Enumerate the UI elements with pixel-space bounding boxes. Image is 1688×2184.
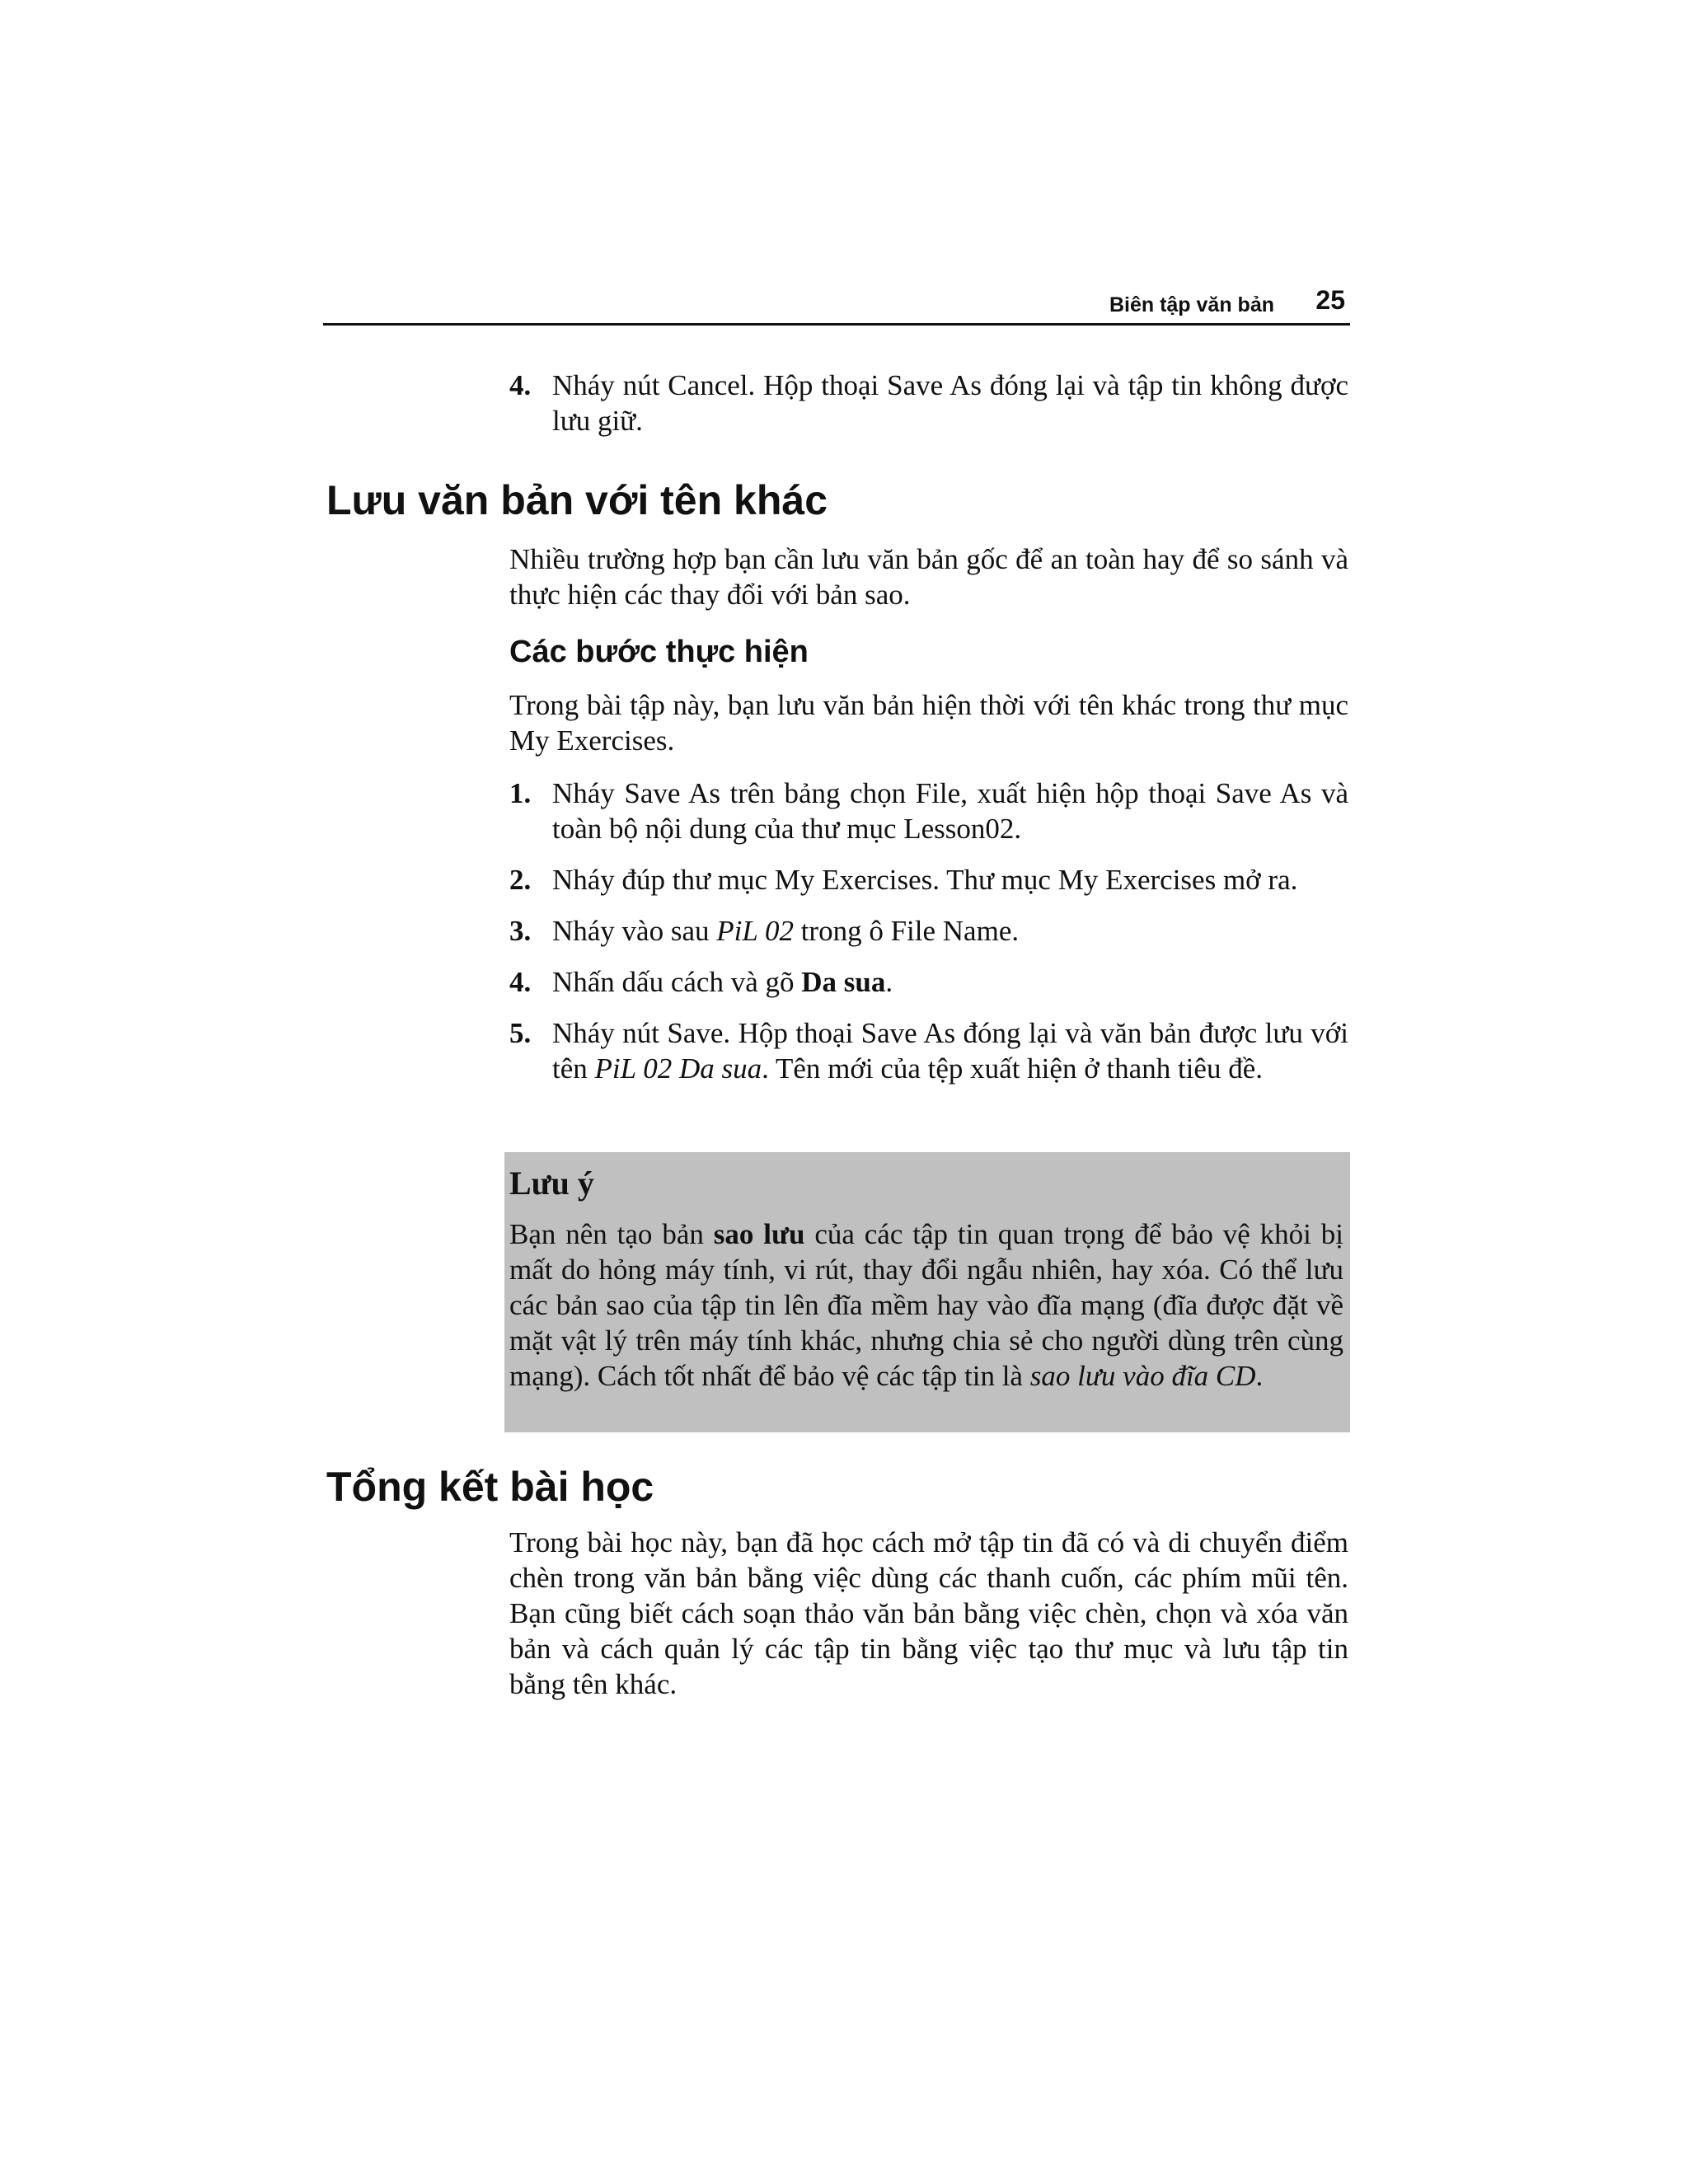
note-text	[509, 1216, 1343, 1394]
file-name-italic: PiL 02 Da sua	[594, 1052, 762, 1085]
top-step	[509, 368, 1348, 438]
step-text-pre: Nháy vào sau	[552, 915, 717, 947]
file-name-italic: PiL 02	[716, 915, 794, 947]
page-header	[323, 285, 1350, 326]
step-text-pre: Nháy nút Save. Hộp thoại Save As đóng lại và văn bản được lưu với tên	[552, 1017, 1348, 1085]
header-chapter-title: Biên tập văn bản	[1109, 293, 1274, 316]
note-text-pre: Bạn nên tạo bản	[509, 1218, 714, 1250]
step-text: Nháy đúp thư mục My Exercises. Thư mục My Exercises mở ra.	[552, 864, 1298, 896]
note-title: Lưu ý	[509, 1165, 594, 1202]
section-title-summary: Tổng kết bài học	[326, 1464, 654, 1510]
step-text-post: . Tên mới của tệp xuất hiện ở thanh tiêu đề.	[762, 1052, 1263, 1085]
step-text-pre: Nhấn dấu cách và gõ	[552, 966, 802, 998]
typed-text-bold: Da sua	[801, 966, 886, 998]
section-intro: Nhiều trường hợp bạn cần lưu văn bản gốc để an toàn hay để so sánh và thực hiện các thay đổi với bản sao.	[509, 543, 1348, 611]
step-number: 4.	[509, 966, 532, 998]
page-number: 25	[1315, 285, 1345, 315]
step-number: 4.	[509, 369, 532, 401]
step-number: 3.	[509, 915, 532, 947]
step-number: 2.	[509, 864, 532, 896]
step-number: 5.	[509, 1017, 532, 1049]
note-italic-term: sao lưu vào đĩa CD	[1029, 1360, 1256, 1392]
section-title-save-as: Lưu văn bản với tên khác	[326, 477, 828, 523]
summary-text: Trong bài học này, bạn đã học cách mở tập tin đã có và di chuyển điểm chèn trong văn bản bằng việc dùng các thanh cuốn, các phím mũi tên. Bạn cũng biết cách soạn thảo văn bản bằng việc chèn, chọn và xóa văn bản và cách quản lý các tập tin bằng việc tạo thư mục và lưu tập tin bằng tên khác.	[509, 1526, 1348, 1700]
list-item	[509, 913, 1348, 949]
step-text: Nháy nút Cancel. Hộp thoại Save As đóng lại và tập tin không được lưu giữ.	[552, 369, 1348, 437]
steps-intro: Trong bài tập này, bạn lưu văn bản hiện thời với tên khác trong thư mục My Exercises.	[509, 689, 1348, 757]
note-bold-term: sao lưu	[713, 1218, 805, 1250]
step-text-post: trong ô File Name.	[793, 915, 1020, 947]
step-text-post: .	[885, 966, 893, 998]
step-text	[552, 913, 1348, 949]
step-text	[552, 1015, 1348, 1086]
note-text-post: .	[1255, 1360, 1264, 1392]
steps-subtitle: Các bước thực hiện	[509, 635, 809, 669]
step-text: Nháy Save As trên bảng chọn File, xuất hiện hộp thoại Save As và toàn bộ nội dung của thư mục Lesson02.	[552, 777, 1348, 845]
list-item	[509, 776, 1348, 846]
note-text-mid: của các tập tin quan trọng để bảo vệ khỏi bị mất do hỏng máy tính, vi rút, thay đổi ngẫu nhiên, hay xóa. Có thể lưu các bản sao của tập tin lên đĩa mềm hay vào đĩa mạng (đĩa được đặt về mặt vật lý trên máy tính khác, nhưng chia sẻ cho người dùng trên cùng mạng). Cách tốt nhất để bảo vệ các tập tin là	[509, 1218, 1343, 1392]
list-item	[509, 862, 1348, 898]
list-item	[509, 1015, 1348, 1086]
step-number: 1.	[509, 777, 532, 809]
note-box	[504, 1152, 1350, 1432]
step-text	[552, 964, 1348, 1000]
list-item	[509, 964, 1348, 1000]
